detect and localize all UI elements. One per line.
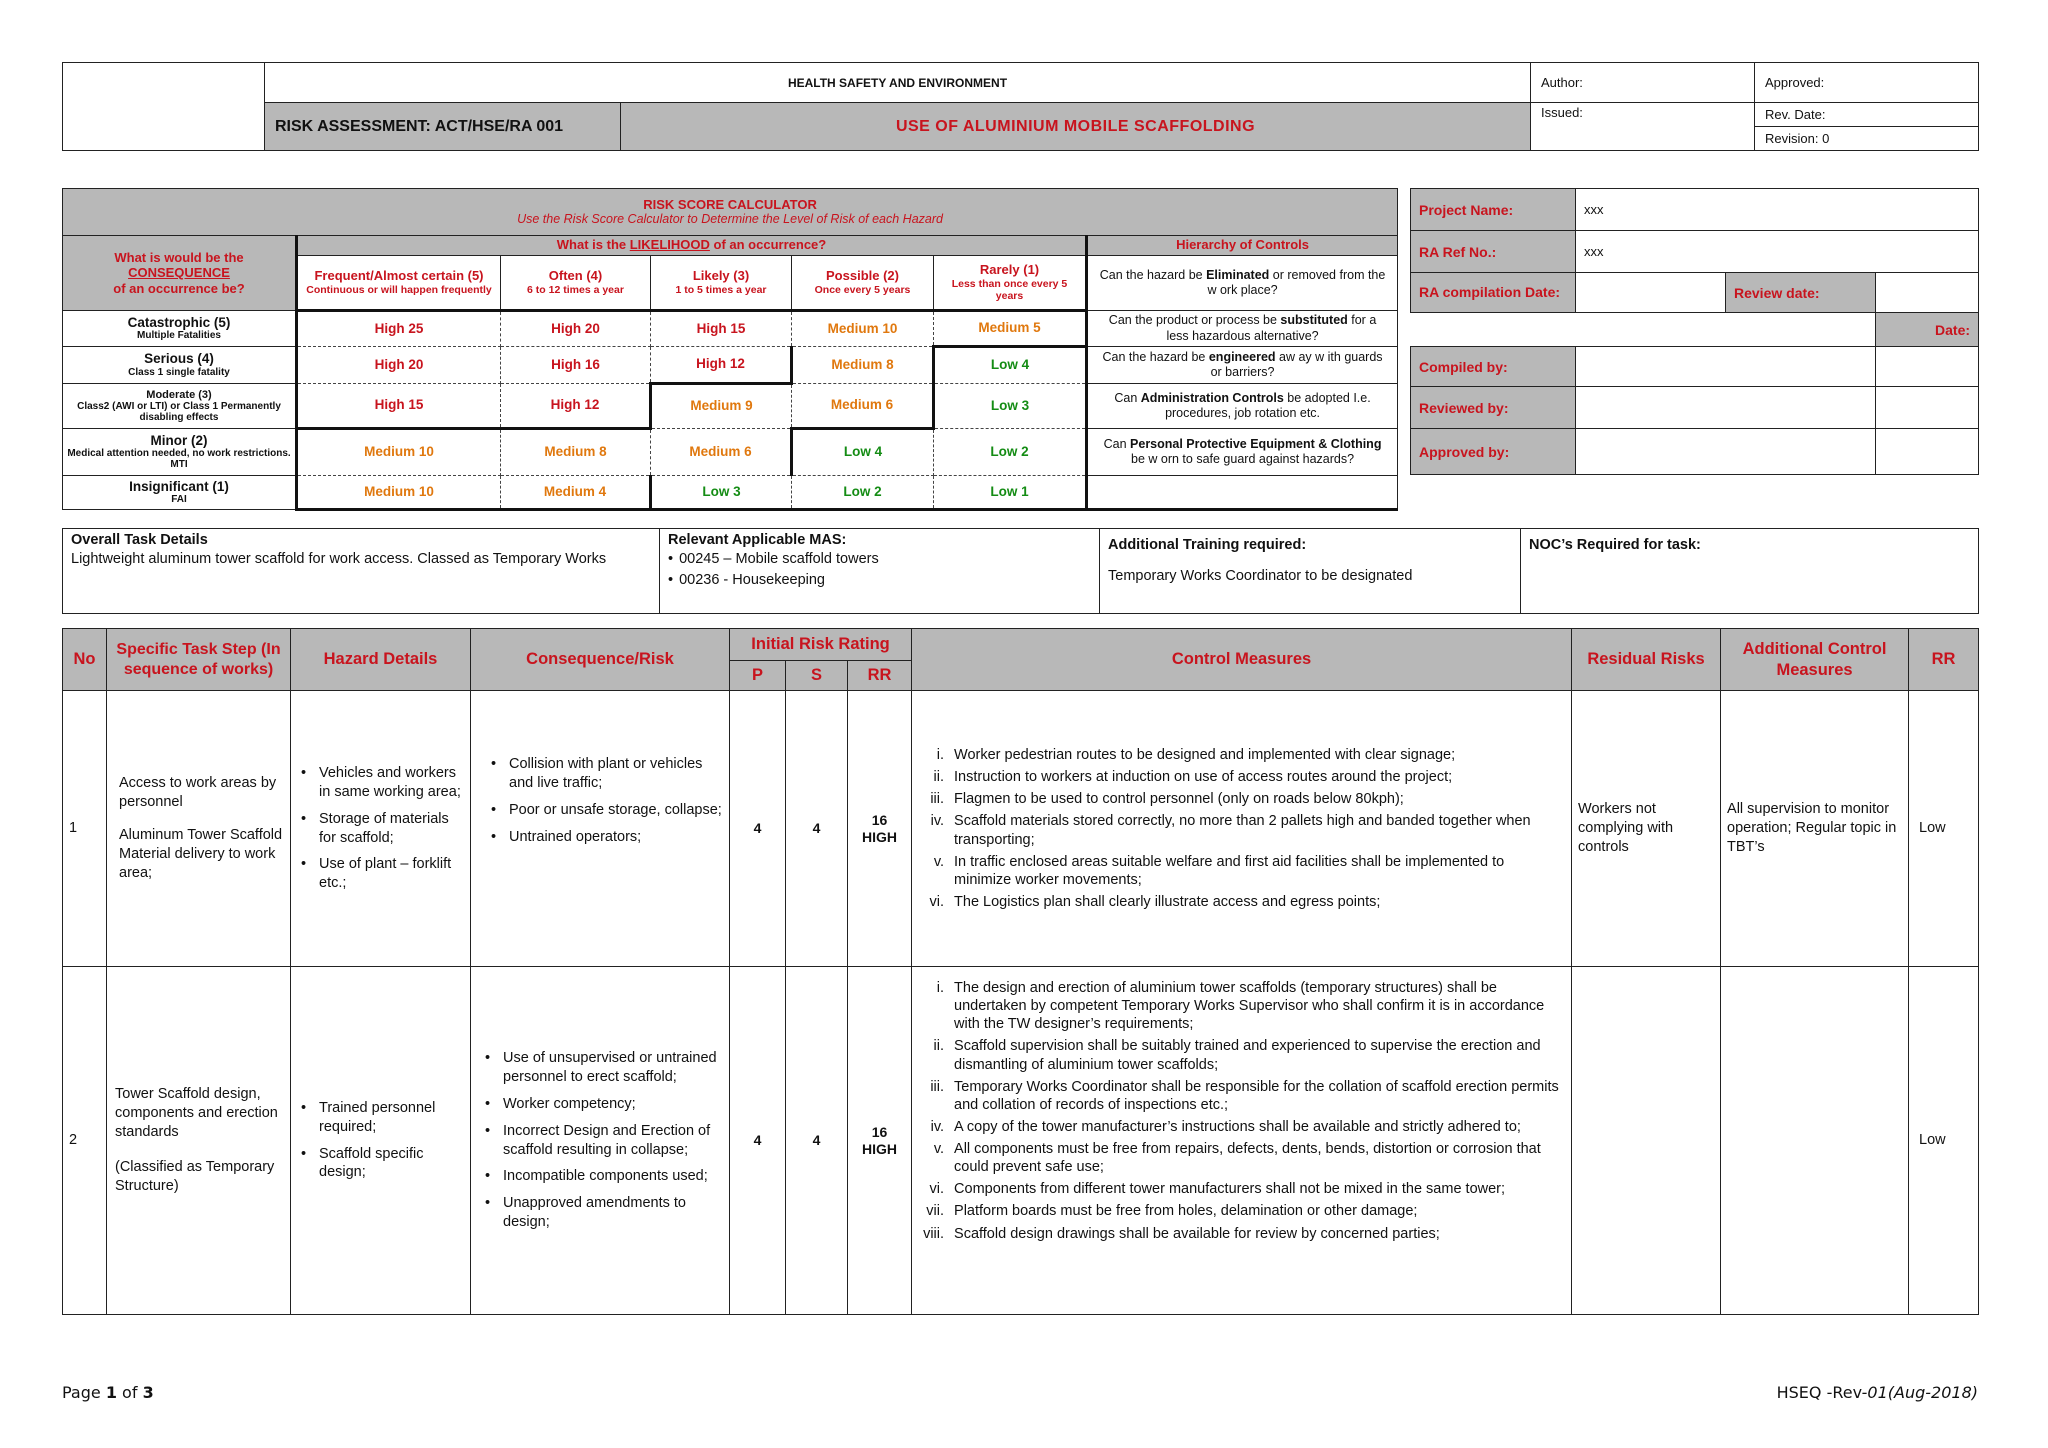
matrix-cell: High 15 (297, 384, 501, 429)
matrix-cell: Medium 8 (792, 347, 934, 384)
ra-title: USE OF ALUMINIUM MOBILE SCAFFOLDING (621, 103, 1531, 151)
hier-text: aw ay w ith guards or barriers? (1210, 349, 1383, 379)
task-step-b: Aluminum Tower Scaffold Material delivery to work area; (119, 827, 283, 881)
consequence-insignificant (63, 476, 297, 510)
matrix-cell: Low 4 (934, 347, 1087, 384)
control-item (918, 1225, 1565, 1243)
control-text: All components must be free from repairs, defects, dents, bends, distortion or corrosion that could prevent safe use; (954, 1141, 1541, 1176)
project-name-value: xxx (1576, 189, 1979, 231)
page-current: 1 (105, 1383, 117, 1402)
control-text: In traffic enclosed areas suitable welfare and first aid facilities shall be implemented to minimize worker movements; (954, 853, 1505, 888)
col-p: P (730, 661, 786, 691)
matrix-cell: Low 3 (651, 476, 792, 510)
task-step-b: (Classified as Temporary Structure) (115, 1158, 275, 1194)
task-step-a: Access to work areas by personnel (119, 775, 277, 811)
control-item (918, 1202, 1565, 1220)
approved-value (1576, 429, 1876, 475)
consequence-desc: Medical attention needed, no work restrictions. MTI (67, 448, 291, 471)
date-label: Date: (1876, 313, 1979, 347)
consequence-serious (63, 347, 297, 384)
likelihood-header-3 (651, 256, 792, 311)
training-required (1100, 529, 1521, 614)
matrix-cell: High 20 (501, 311, 651, 347)
consequence-moderate (63, 384, 297, 429)
reviewed-value (1576, 387, 1876, 429)
control-item (918, 812, 1565, 848)
likelihood-question (297, 236, 1087, 256)
hier-text: Can (1103, 436, 1131, 451)
approved-date (1876, 429, 1979, 475)
control-num: iii. (930, 791, 945, 808)
consequence-desc: Class 1 single fatality (128, 366, 230, 378)
mas-item: • 00245 – Mobile scaffold towers (668, 549, 1091, 570)
control-item (918, 1118, 1565, 1136)
hazard-item: • Storage of materials for scaffold; (297, 810, 464, 848)
hazard-item: • Trained personnel required; (297, 1099, 464, 1137)
row-no: 1 (63, 691, 107, 967)
risk-assessment-table (62, 628, 1979, 1315)
training-text: Temporary Works Coordinator to be designated (1108, 568, 1413, 585)
noc-required (1521, 529, 1979, 614)
matrix-cell: High 12 (501, 384, 651, 429)
consequence-question (63, 236, 297, 311)
matrix-cell: Low 2 (792, 476, 934, 510)
additional-controls: All supervision to monitor operation; Regular topic in TBT’s (1721, 691, 1909, 967)
author-field: Author: (1531, 63, 1755, 103)
control-item (918, 1037, 1565, 1073)
hier-key: Eliminated (1206, 267, 1270, 282)
control-num: viii. (923, 1225, 945, 1242)
likelihood-label: Likely (3) (692, 268, 750, 283)
control-text: Components from different tower manufacturers shall not be mixed in the same tower; (954, 1181, 1506, 1198)
control-num: vi. (929, 1181, 945, 1198)
hier-text: Can (1114, 390, 1141, 405)
consequence-risk (471, 691, 730, 967)
review-date-label: Review date: (1726, 273, 1876, 313)
control-text: Scaffold design drawings shall be available for review by concerned parties; (954, 1225, 1440, 1242)
control-num: v. (933, 853, 945, 870)
likelihood-label: Rarely (1) (979, 261, 1040, 277)
hier-key: engineered (1208, 349, 1276, 364)
risk-rating-num: 16 (871, 1124, 888, 1141)
control-text: Scaffold supervision shall be suitably trained and experienced to supervise the erection and dismantling of aluminium tower scaffolds; (954, 1038, 1541, 1073)
control-num: iv. (930, 813, 945, 830)
control-item (918, 979, 1565, 1033)
compiled-date (1876, 347, 1979, 387)
ra-compilation-label: RA compilation Date: (1411, 273, 1576, 313)
mas-item: • 00236 - Housekeeping (668, 570, 1091, 591)
consequence-item: • Collision with plant or vehicles and live traffic; (487, 755, 723, 793)
likelihood-header-2 (792, 256, 934, 311)
matrix-cell: Low 4 (792, 429, 934, 476)
consequence-item: • Poor or unsafe storage, collapse; (487, 801, 723, 820)
likelihood-label: Frequent/Almost certain (5) (314, 268, 484, 283)
likelihood-desc: 1 to 5 times a year (675, 283, 767, 296)
col-rr: RR (848, 661, 912, 691)
control-item (918, 768, 1565, 786)
control-num: vi. (929, 893, 945, 910)
ra-ref-value: xxx (1576, 231, 1979, 273)
relevant-mas (660, 529, 1100, 614)
overall-task-details (63, 529, 660, 614)
control-item (918, 1180, 1565, 1198)
hazard-details (291, 967, 471, 1315)
risk-rating (848, 967, 912, 1315)
project-info (1410, 188, 1979, 475)
likelihood-desc: 6 to 12 times a year (527, 283, 624, 296)
hier-text: Can the product or process be (1108, 313, 1281, 328)
consequence-item: • Worker competency; (481, 1095, 723, 1114)
approved-label: Approved by: (1411, 429, 1576, 475)
matrix-cell: Medium 10 (297, 429, 501, 476)
severity: 4 (786, 967, 848, 1315)
task-details (62, 528, 1979, 614)
matrix-cell: High 12 (651, 347, 792, 384)
hazard-item: • Scaffold specific design; (297, 1145, 464, 1183)
logo-placeholder (63, 63, 265, 151)
calculator-title-text: RISK SCORE CALCULATOR (643, 196, 817, 212)
page-total: 3 (142, 1383, 154, 1402)
likelihood-header-5 (297, 256, 501, 311)
col-initial-risk: Initial Risk Rating (730, 629, 912, 661)
revision-field: Revision: 0 (1755, 127, 1979, 151)
hierarchy-engineer (1087, 347, 1398, 384)
likelihood-label: Often (4) (548, 268, 603, 283)
control-item (918, 746, 1565, 764)
page-number (62, 1383, 154, 1402)
consequence-item: • Unapproved amendments to design; (481, 1194, 723, 1232)
hier-text: be w orn to safe guard against hazards? (1131, 452, 1355, 466)
hazard-details (291, 691, 471, 967)
matrix-cell: Medium 9 (651, 384, 792, 429)
code-prefix: HSEQ -Rev- (1776, 1383, 1868, 1402)
consequence-label: Serious (4) (144, 351, 214, 367)
probability: 4 (730, 967, 786, 1315)
col-task-step: Specific Task Step (In sequence of works) (107, 629, 291, 691)
control-measures (912, 691, 1572, 967)
ra-compilation-value (1576, 273, 1726, 313)
severity: 4 (786, 691, 848, 967)
calculator-subtitle: Use the Risk Score Calculator to Determine the Level of Risk of each Hazard (517, 212, 943, 227)
task-step (107, 967, 291, 1315)
control-num: v. (933, 1141, 945, 1157)
consequence-label: Moderate (3) (146, 388, 212, 401)
matrix-cell: Low 1 (934, 476, 1087, 510)
blank-cell (1411, 313, 1876, 347)
matrix-cell: High 25 (297, 311, 501, 347)
consequence-desc: FAI (171, 494, 187, 506)
hier-key: Administration Controls (1140, 390, 1284, 405)
noc-head: NOC’s Required for task: (1529, 537, 1701, 553)
risk-score-calculator (62, 188, 1398, 511)
code-revision: 01(Aug-2018) (1867, 1383, 1978, 1402)
col-residual: Residual Risks (1572, 629, 1721, 691)
likelihood-desc: Continuous or will happen frequently (306, 283, 492, 296)
hazard-list (297, 764, 464, 893)
probability: 4 (730, 691, 786, 967)
matrix-cell: Medium 10 (792, 311, 934, 347)
control-text: Scaffold materials stored correctly, no more than 2 pallets high and banded together when transporting; (954, 813, 1531, 848)
ra-number: RISK ASSESSMENT: ACT/HSE/RA 001 (265, 103, 621, 151)
control-text: A copy of the tower manufacturer’s instructions shall be available and strictly adhered to; (954, 1118, 1521, 1135)
control-list (918, 979, 1565, 1243)
matrix-cell: Medium 6 (651, 429, 792, 476)
control-num: vii. (926, 1203, 945, 1220)
likelihood-q-c: of an occurrence? (709, 237, 827, 253)
ra-ref-label: RA Ref No.: (1411, 231, 1576, 273)
task-step (107, 691, 291, 967)
mas-list (668, 549, 1091, 591)
col-hazard: Hazard Details (291, 629, 471, 691)
table-row (63, 691, 1979, 967)
hierarchy-ppe (1087, 429, 1398, 476)
consequence-q-b: CONSEQUENCE (128, 265, 230, 281)
final-risk-rating: Low (1909, 691, 1979, 967)
mas-head: Relevant Applicable MAS: (668, 532, 847, 548)
consequence-label: Minor (2) (150, 432, 208, 448)
hierarchy-eliminate (1087, 256, 1398, 311)
row-no: 2 (63, 967, 107, 1315)
control-text: The design and erection of aluminium tower scaffolds (temporary structures) shall be undertaken by competent Temporary Works Supervisor who shall confirm it is in accordance with the TW designer’s requirements; (954, 980, 1545, 1033)
consequence-q-a: What is would be the (114, 249, 244, 265)
consequence-list (481, 1049, 723, 1232)
control-num: iv. (930, 1118, 945, 1135)
consequence-item: • Incorrect Design and Erection of scaffold resulting in collapse; (481, 1122, 723, 1160)
likelihood-q-b: LIKELIHOOD (629, 237, 710, 253)
risk-rating-level: HIGH (862, 1140, 898, 1157)
consequence-label: Insignificant (1) (129, 478, 229, 494)
control-list (918, 746, 1565, 911)
hierarchy-title: Hierarchy of Controls (1087, 236, 1398, 256)
residual-risk: Workers not complying with controls (1572, 691, 1721, 967)
hier-text: Can the hazard be (1102, 349, 1209, 364)
col-consequence: Consequence/Risk (471, 629, 730, 691)
matrix-cell: Medium 8 (501, 429, 651, 476)
hier-key: Personal Protective Equipment & Clothing (1130, 436, 1382, 451)
consequence-list (477, 755, 723, 846)
review-date-value (1876, 273, 1979, 313)
page-prefix: Page (62, 1383, 106, 1402)
hier-key: substituted (1280, 313, 1348, 328)
likelihood-header-4 (501, 256, 651, 311)
risk-rating-level: HIGH (862, 828, 898, 845)
consequence-q-c: of an occurrence be? (113, 280, 245, 296)
control-text: Flagmen to be used to control personnel (only on roads below 80kph); (954, 791, 1404, 808)
control-num: ii. (933, 1038, 945, 1055)
col-control-measures: Control Measures (912, 629, 1572, 691)
likelihood-desc: Less than once every 5 years (951, 277, 1068, 302)
consequence-label: Catastrophic (5) (127, 314, 231, 330)
training-head: Additional Training required: (1108, 537, 1307, 553)
control-text: The Logistics plan shall clearly illustrate access and egress points; (954, 893, 1381, 910)
risk-rating (848, 691, 912, 967)
matrix-cell: High 15 (651, 311, 792, 347)
hier-text: be adopted I.e. procedures, job rotation etc. (1165, 390, 1371, 420)
matrix-cell: Medium 4 (501, 476, 651, 510)
hier-text: Can the hazard be (1099, 267, 1207, 282)
calculator-title (63, 189, 1398, 236)
control-measures (912, 967, 1572, 1315)
control-text: Instruction to workers at induction on use of access routes around the project; (954, 769, 1453, 786)
reviewed-label: Reviewed by: (1411, 387, 1576, 429)
control-num: iii. (930, 1078, 945, 1095)
matrix-cell: Low 3 (934, 384, 1087, 429)
hierarchy-administration (1087, 384, 1398, 429)
matrix-cell: High 16 (501, 347, 651, 384)
additional-controls (1721, 967, 1909, 1315)
col-no: No (63, 629, 107, 691)
col-additional: Additional Control Measures (1721, 629, 1909, 691)
page-of: of (116, 1383, 143, 1402)
hazard-item: • Vehicles and workers in same working area; (297, 764, 464, 802)
matrix-cell: Medium 10 (297, 476, 501, 510)
overall-text: Lightweight aluminum tower scaffold for work access. Classed as Temporary Works (71, 550, 607, 567)
hier-text: for a less hazardous alternative? (1166, 313, 1377, 343)
consequence-desc: Multiple Fatalities (137, 330, 221, 342)
control-text: Temporary Works Coordinator shall be responsible for the collation of scaffold erection permits and collation of records of inspections etc.; (954, 1078, 1559, 1113)
hazard-item: • Use of plant – forklift etc.; (297, 855, 464, 893)
issued-field: Issued: (1531, 103, 1755, 151)
residual-risk (1572, 967, 1721, 1315)
hierarchy-substitute (1087, 311, 1398, 347)
likelihood-label: Possible (2) (826, 268, 899, 283)
col-s: S (786, 661, 848, 691)
consequence-catastrophic (63, 311, 297, 347)
control-item (918, 1140, 1565, 1176)
final-risk-rating: Low (1909, 967, 1979, 1315)
approved-field: Approved: (1755, 63, 1979, 103)
col-rr-final: RR (1909, 629, 1979, 691)
control-num: i. (936, 980, 945, 996)
hazard-list (297, 1099, 464, 1182)
reviewed-date (1876, 387, 1979, 429)
project-name-label: Project Name: (1411, 189, 1576, 231)
hierarchy-spacer (1087, 476, 1398, 510)
consequence-item: • Incompatible components used; (481, 1167, 723, 1186)
control-text: Worker pedestrian routes to be designed and implemented with clear signage; (954, 747, 1456, 763)
overall-head: Overall Task Details (71, 532, 208, 548)
consequence-desc: Class2 (AWI or LTI) or Class 1 Permanently disabling effects (77, 401, 281, 424)
table-row (63, 967, 1979, 1315)
control-num: ii. (933, 769, 945, 786)
rev-date-field: Rev. Date: (1755, 103, 1979, 127)
matrix-cell: High 20 (297, 347, 501, 384)
task-step-a: Tower Scaffold design, components and erection standards (115, 1086, 278, 1141)
control-text: Platform boards must be free from holes, delamination or other damage; (954, 1203, 1418, 1220)
matrix-cell: Low 2 (934, 429, 1087, 476)
control-item (918, 853, 1565, 889)
matrix-cell: Medium 6 (792, 384, 934, 429)
document-code (1777, 1383, 1978, 1402)
matrix-cell: Medium 5 (934, 311, 1087, 347)
likelihood-desc: Once every 5 years (814, 283, 911, 296)
consequence-minor (63, 429, 297, 476)
consequence-item: • Use of unsupervised or untrained personnel to erect scaffold; (481, 1049, 723, 1087)
consequence-risk (471, 967, 730, 1315)
hier-text: or removed from the w ork place? (1207, 267, 1386, 297)
control-num: i. (936, 747, 945, 763)
hse-title: HEALTH SAFETY AND ENVIRONMENT (265, 63, 1531, 103)
compiled-value (1576, 347, 1876, 387)
likelihood-header-1 (934, 256, 1087, 311)
control-item (918, 1078, 1565, 1114)
likelihood-q-a: What is the (556, 237, 630, 253)
control-item (918, 790, 1565, 808)
document-header (62, 62, 1979, 151)
compiled-label: Compiled by: (1411, 347, 1576, 387)
consequence-item: • Untrained operators; (487, 828, 723, 847)
risk-rating-num: 16 (871, 812, 888, 829)
control-item (918, 893, 1565, 911)
